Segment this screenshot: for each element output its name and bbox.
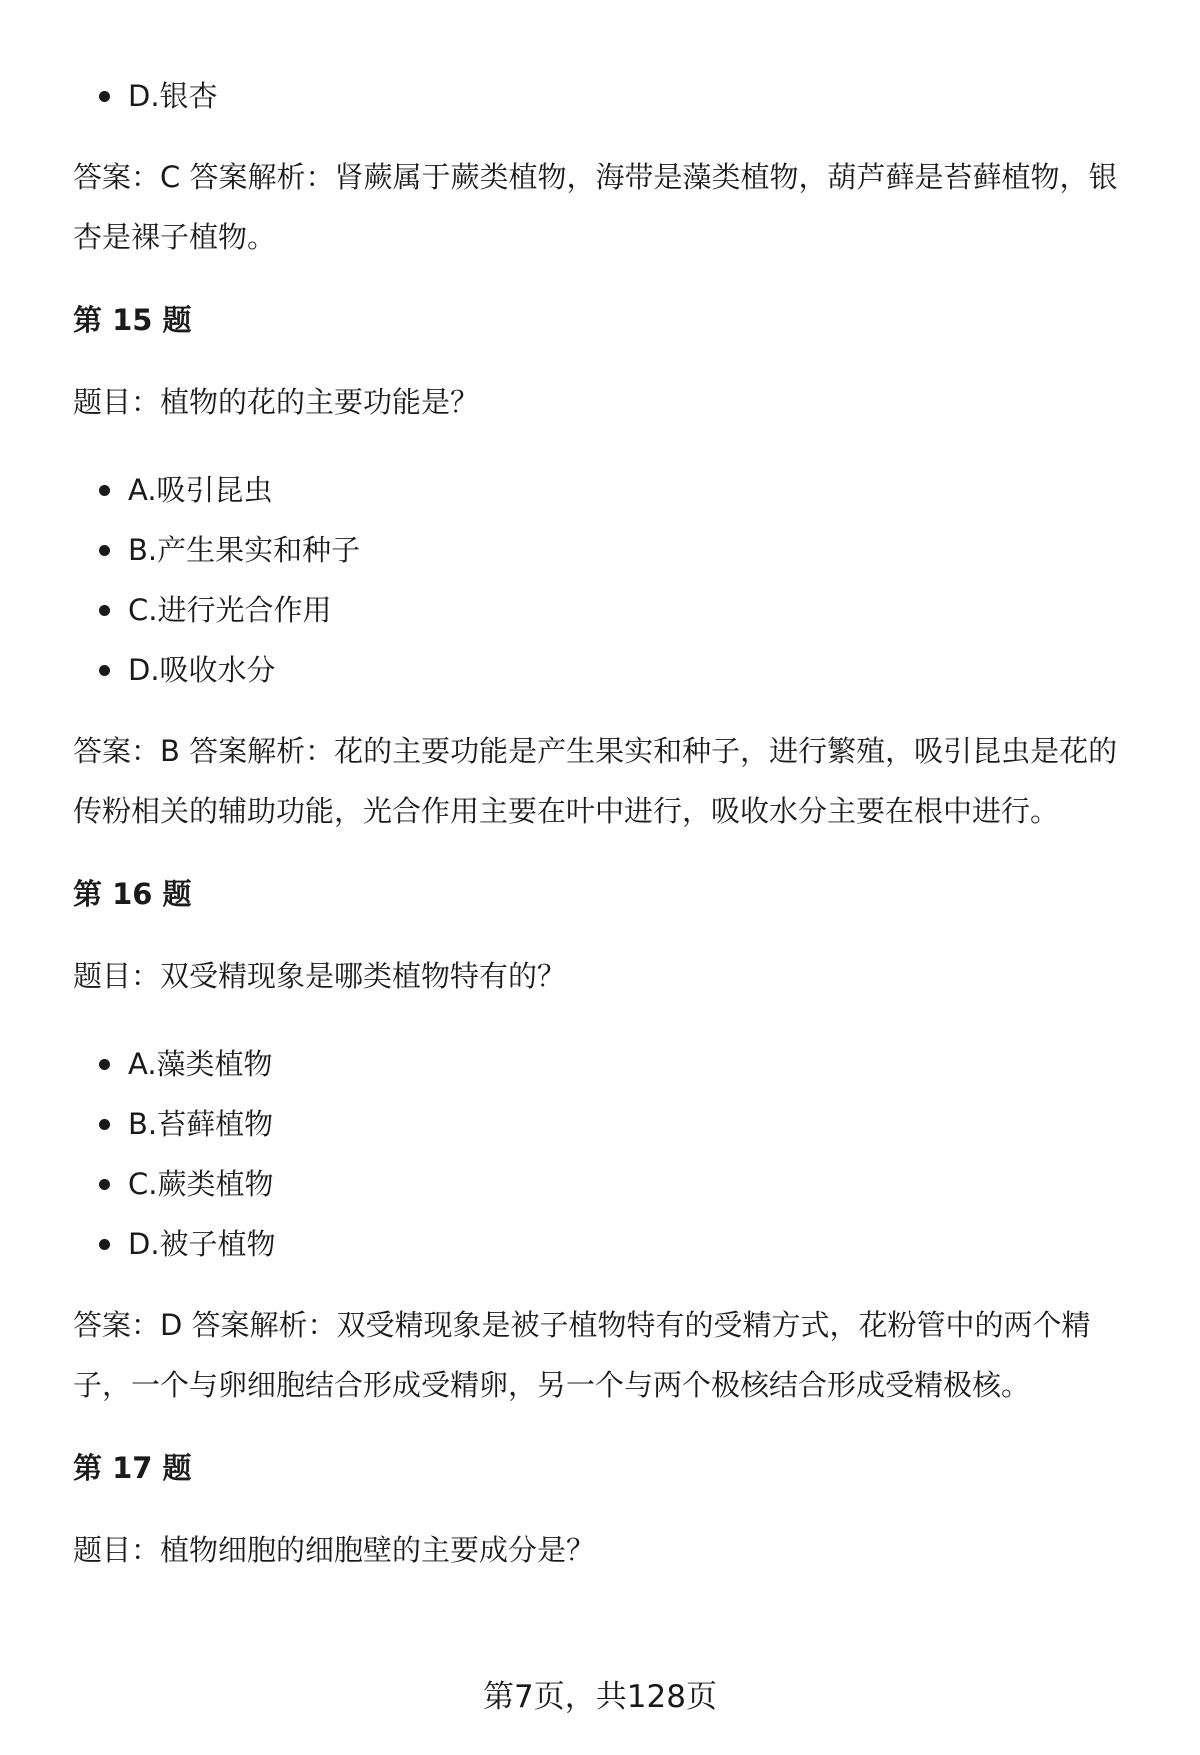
q16-option-c: [73, 1154, 1153, 1214]
q15-option-d: [73, 640, 1153, 700]
answer-line: 答案：D 答案解析：双受精现象是被子植物特有的受精方式，花粉管中的两个精: [73, 1308, 1091, 1342]
bullet-icon: [99, 545, 110, 556]
question-text-16: 题目：双受精现象是哪类植物特有的？: [73, 959, 567, 993]
q16-option-a: [73, 1034, 1153, 1094]
option-text: B.产生果实和种子: [128, 533, 361, 567]
answer-line: 传粉相关的辅助功能，光合作用主要在叶中进行，吸收水分主要在根中进行。: [73, 794, 1060, 828]
bullet-icon: [99, 1059, 110, 1070]
bullet-icon: [99, 91, 110, 102]
question-heading-17: 第 17 题: [73, 1451, 192, 1485]
bullet-icon: [99, 605, 110, 616]
answer-line: 答案：C 答案解析：肾蕨属于蕨类植物，海带是藻类植物，葫芦藓是苔藓植物，银: [73, 160, 1118, 194]
option-text: C.蕨类植物: [128, 1167, 274, 1201]
option-text: C.进行光合作用: [128, 593, 332, 627]
q16-answer: [73, 1295, 1153, 1415]
option-text: A.吸引昆虫: [128, 473, 273, 507]
question-text-17: 题目：植物细胞的细胞壁的主要成分是？: [73, 1533, 596, 1567]
q15-option-list: [73, 460, 1153, 700]
q15-option-b: [73, 520, 1153, 580]
q15-option-c: [73, 580, 1153, 640]
option-text: D.银杏: [128, 79, 218, 113]
question-heading-15: 第 15 题: [73, 303, 192, 337]
bullet-icon: [99, 485, 110, 496]
bullet-icon: [99, 1179, 110, 1190]
bullet-icon: [99, 1239, 110, 1250]
page-number: 第7页，共128页: [483, 1679, 717, 1715]
answer-line: 杏是裸子植物。: [73, 220, 277, 254]
bullet-icon: [99, 665, 110, 676]
q16-option-list: [73, 1034, 1153, 1274]
option-text: A.藻类植物: [128, 1047, 273, 1081]
answer-line: 子，一个与卵细胞结合形成受精卵，另一个与两个极核结合形成受精极核。: [73, 1368, 1031, 1402]
q14-answer: [73, 147, 1153, 267]
q16-option-d: [73, 1214, 1153, 1274]
option-text: D.吸收水分: [128, 653, 276, 687]
answer-line: 答案：B 答案解析：花的主要功能是产生果实和种子，进行繁殖，吸引昆虫是花的: [73, 734, 1118, 768]
question-text-15: 题目：植物的花的主要功能是？: [73, 385, 480, 419]
document-body: [73, 0, 1153, 1570]
option-text: D.被子植物: [128, 1227, 276, 1261]
q14-option-d: [73, 66, 1153, 126]
q15-answer: [73, 721, 1153, 841]
q14-option-list: [73, 66, 1153, 126]
option-text: B.苔藓植物: [128, 1107, 274, 1141]
question-heading-16: 第 16 题: [73, 877, 192, 911]
q16-option-b: [73, 1094, 1153, 1154]
bullet-icon: [99, 1119, 110, 1130]
q15-option-a: [73, 460, 1153, 520]
